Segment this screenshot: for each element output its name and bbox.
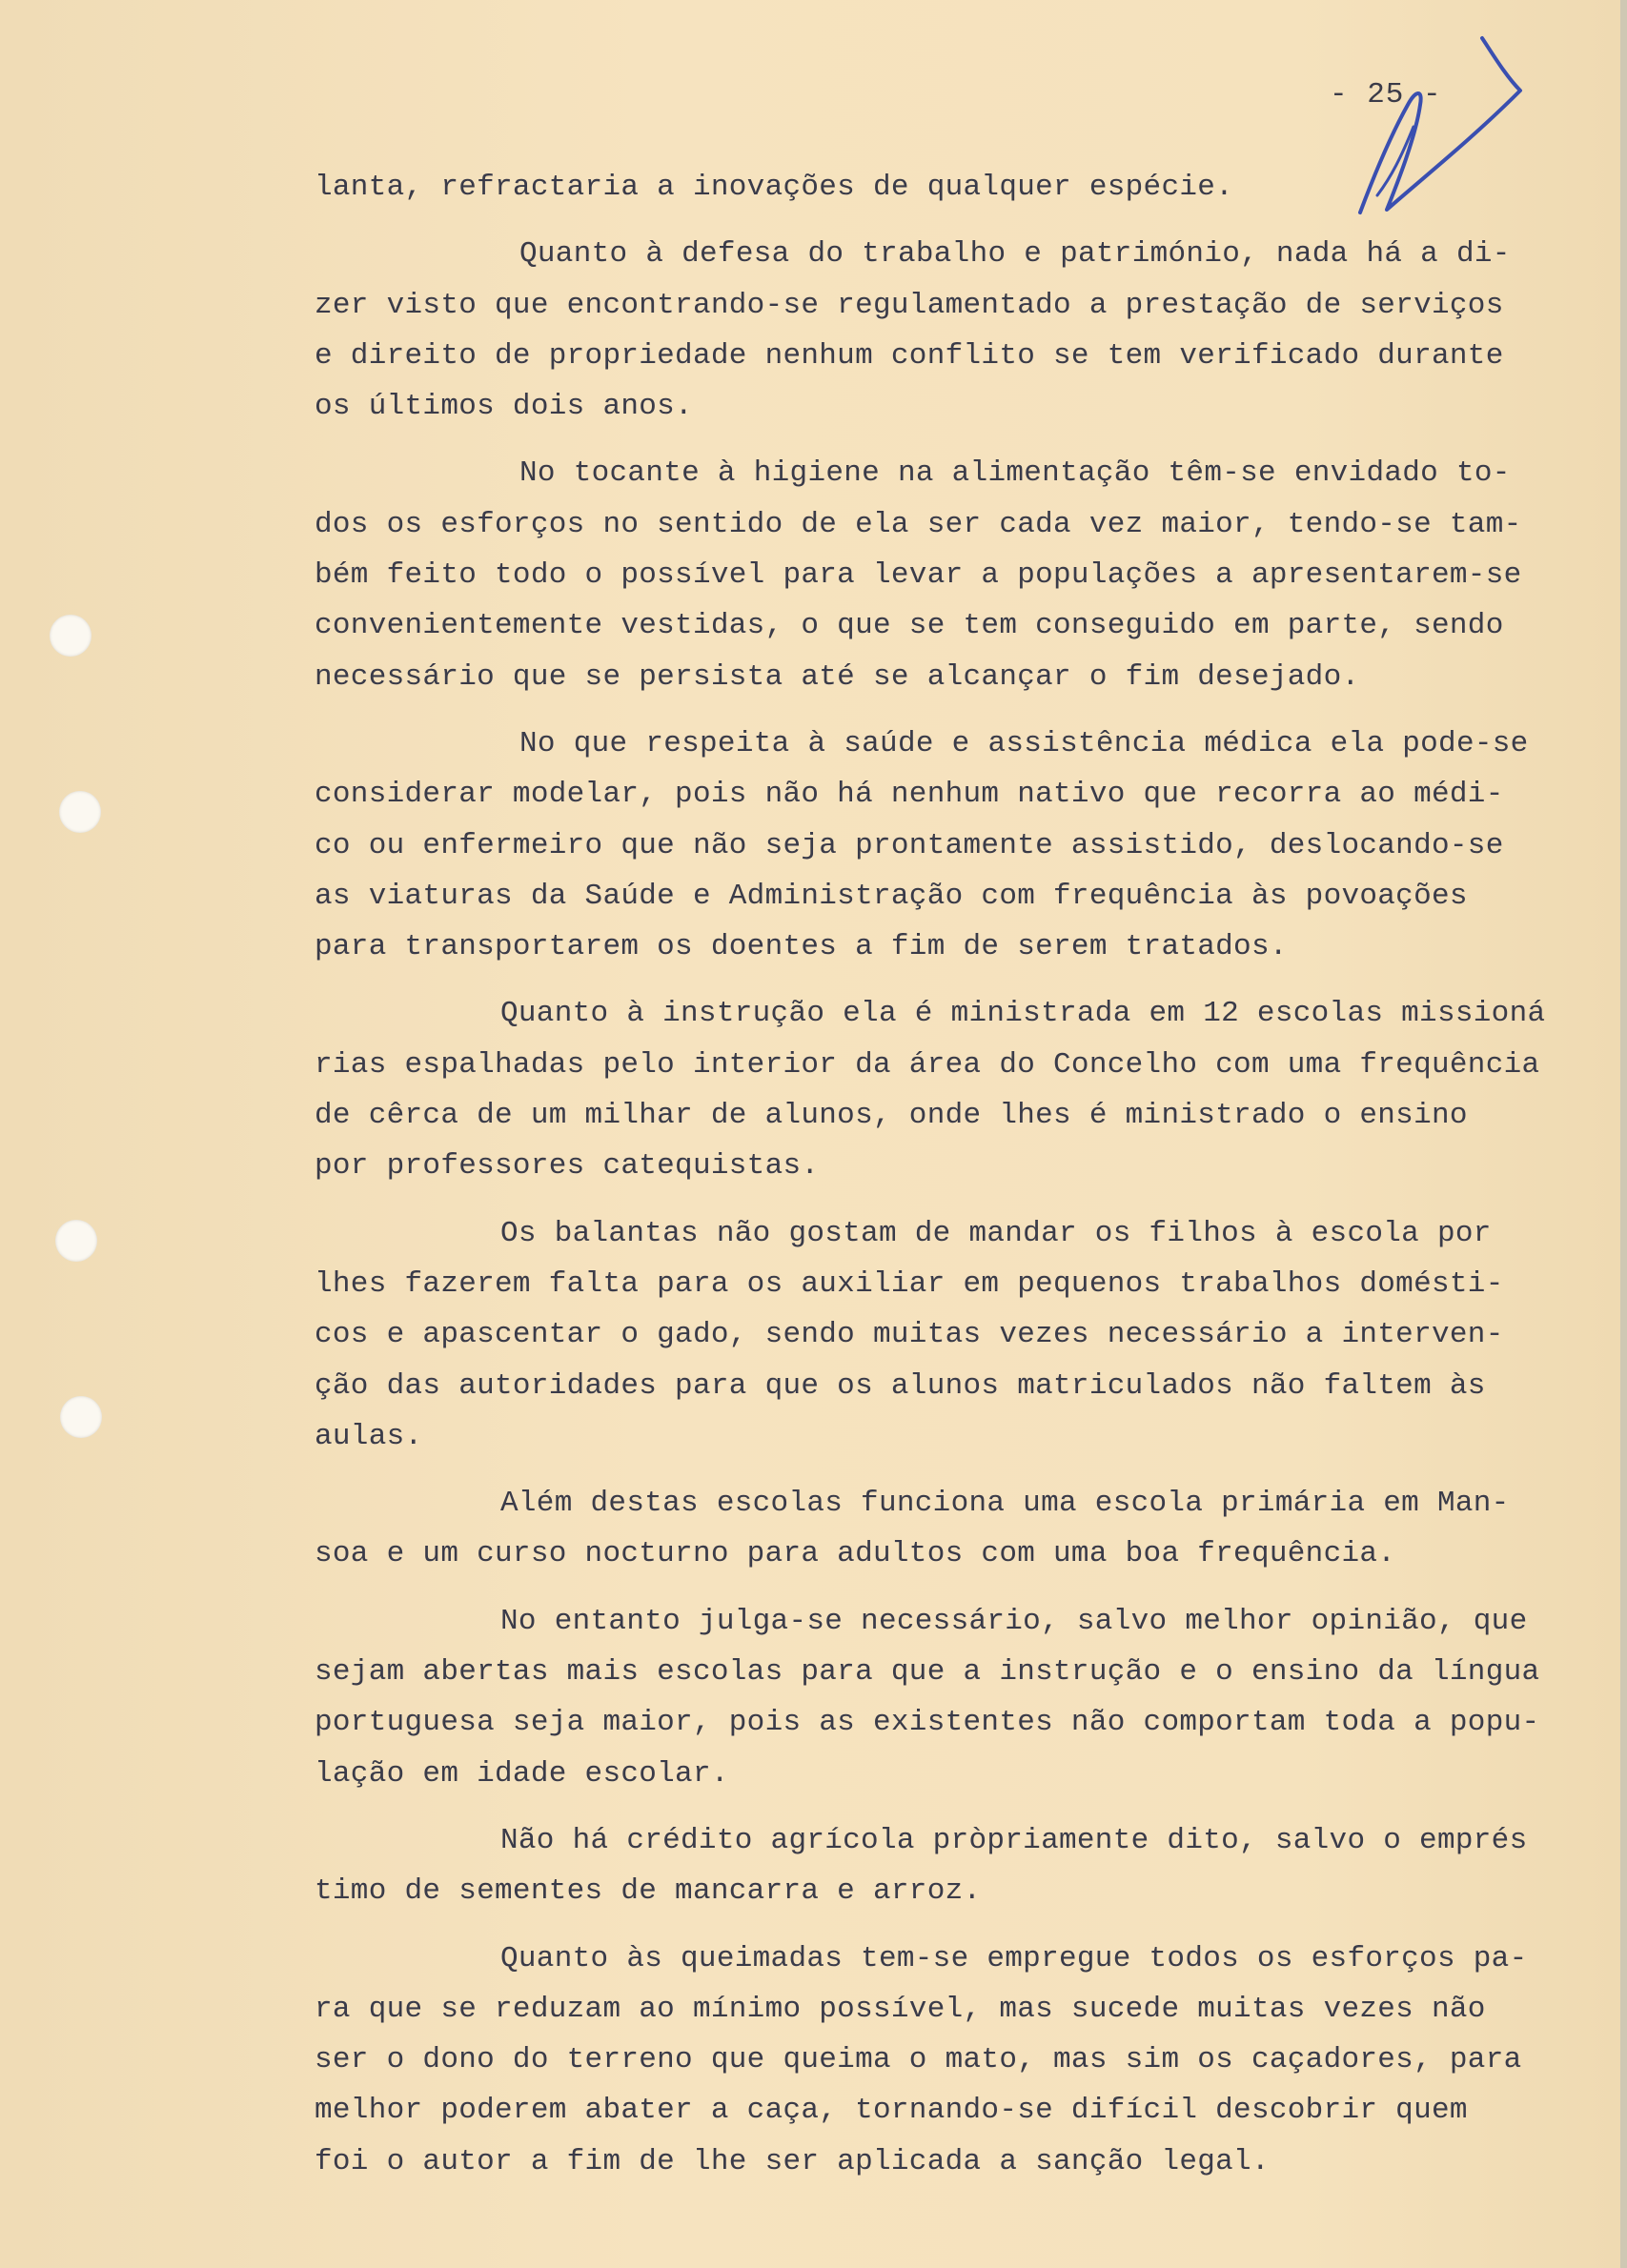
- text-line: No entanto julga-se necessário, salvo melhor opinião, que: [500, 1604, 1528, 1638]
- text-line: por professores catequistas.: [315, 1149, 820, 1184]
- text-line: Além destas escolas funciona uma escola primária em Man-: [500, 1487, 1510, 1521]
- text-line: Quanto às queimadas tem-se empregue todos os esforços pa-: [500, 1941, 1528, 1975]
- text-line: lanta, refractaria a inovações de qualquer espécie.: [315, 171, 1234, 204]
- text-line: e direito de propriedade nenhum conflito se tem verificado durante: [315, 338, 1504, 373]
- text-line: sejam abertas mais escolas para que a instrução e o ensino da língua: [315, 1655, 1540, 1690]
- punch-hole: [55, 1220, 97, 1262]
- paragraph-gap: [315, 702, 1592, 719]
- text-line: ser o dono do terreno que queima o mato, mas sim os caçadores, para: [315, 2043, 1522, 2077]
- text-line: Os balantas não gostam de mandar os filhos à escola por: [500, 1216, 1492, 1250]
- punch-hole: [60, 1396, 102, 1438]
- text-line: melhor poderem abater a caça, tornando-se difícil descobrir quem: [315, 2094, 1468, 2128]
- text-line: para transportarem os doentes a fim de serem tratados.: [315, 930, 1288, 964]
- text-line: convenientemente vestidas, o que se tem conseguido em parte, sendo: [315, 609, 1504, 643]
- text-line: zer visto que encontrando-se regulamentado a prestação de serviços: [315, 288, 1504, 322]
- text-line: Quanto à defesa do trabalho e património, nada há a di-: [519, 237, 1511, 272]
- paragraph-gap: [315, 432, 1592, 448]
- text-line: necessário que se persista até se alcançar o fim desejado.: [315, 659, 1360, 694]
- paragraph-gap: [315, 1580, 1592, 1596]
- paragraph: [315, 448, 1592, 701]
- document-body: [315, 162, 1592, 2187]
- text-line: as viaturas da Saúde e Administração com frequência às povoações: [315, 879, 1468, 913]
- paragraph: [315, 719, 1592, 972]
- text-line: Não há crédito agrícola pròpriamente dito, salvo o emprés: [500, 1823, 1528, 1857]
- paragraph-gap: [315, 1917, 1592, 1934]
- text-line: ra que se reduzam ao mínimo possível, mas sucede muitas vezes não: [315, 1992, 1486, 2026]
- text-line: foi o autor a fim de lhe ser aplicada a sanção legal.: [315, 2144, 1270, 2178]
- page-number: - 25 -: [1330, 78, 1442, 111]
- paragraph-gap: [315, 972, 1592, 988]
- page-edge: [1620, 0, 1627, 2268]
- text-line: No que respeita à saúde e assistência médica ela pode-se: [519, 726, 1529, 760]
- punch-hole: [50, 615, 92, 657]
- paragraph: [315, 229, 1592, 432]
- text-line: considerar modelar, pois não há nenhum nativo que recorra ao médi-: [315, 778, 1504, 812]
- text-line: os últimos dois anos.: [315, 390, 693, 424]
- text-line: co ou enfermeiro que não seja prontamente assistido, deslocando-se: [315, 828, 1504, 862]
- text-line: dos os esforços no sentido de ela ser cada vez maior, tendo-se tam-: [315, 507, 1522, 541]
- text-line: rias espalhadas pelo interior da área do Concelho com uma frequência: [315, 1047, 1540, 1082]
- text-line: ção das autoridades para que os alunos matriculados não faltem às: [315, 1368, 1486, 1403]
- paragraph: [315, 1815, 1592, 1917]
- text-line: aulas.: [315, 1419, 423, 1453]
- paragraph: [315, 162, 1592, 213]
- text-line: bém feito todo o possível para levar a populações a apresentarem-se: [315, 558, 1522, 593]
- paragraph: [315, 1596, 1592, 1799]
- paragraph: [315, 988, 1592, 1191]
- text-line: Quanto à instrução ela é ministrada em 12 escolas missioná: [500, 997, 1546, 1031]
- paragraph: [315, 1208, 1592, 1462]
- paragraph: [315, 1934, 1592, 2187]
- text-line: timo de sementes de mancarra e arroz.: [315, 1874, 982, 1909]
- paragraph: [315, 1478, 1592, 1580]
- text-line: soa e um curso nocturno para adultos com uma boa frequência.: [315, 1537, 1396, 1571]
- text-line: cos e apascentar o gado, sendo muitas vezes necessário a interven-: [315, 1318, 1504, 1352]
- text-line: lhes fazerem falta para os auxiliar em pequenos trabalhos domésti-: [315, 1266, 1504, 1301]
- paragraph-gap: [315, 213, 1592, 229]
- text-line: de cêrca de um milhar de alunos, onde lhes é ministrado o ensino: [315, 1099, 1468, 1133]
- punch-hole: [59, 791, 101, 833]
- paragraph-gap: [315, 1799, 1592, 1815]
- text-line: portuguesa seja maior, pois as existentes não comportam toda a popu-: [315, 1706, 1540, 1740]
- text-line: lação em idade escolar.: [315, 1756, 729, 1791]
- paragraph-gap: [315, 1192, 1592, 1208]
- paragraph-gap: [315, 1462, 1592, 1478]
- text-line: No tocante à higiene na alimentação têm-se envidado to-: [519, 456, 1511, 491]
